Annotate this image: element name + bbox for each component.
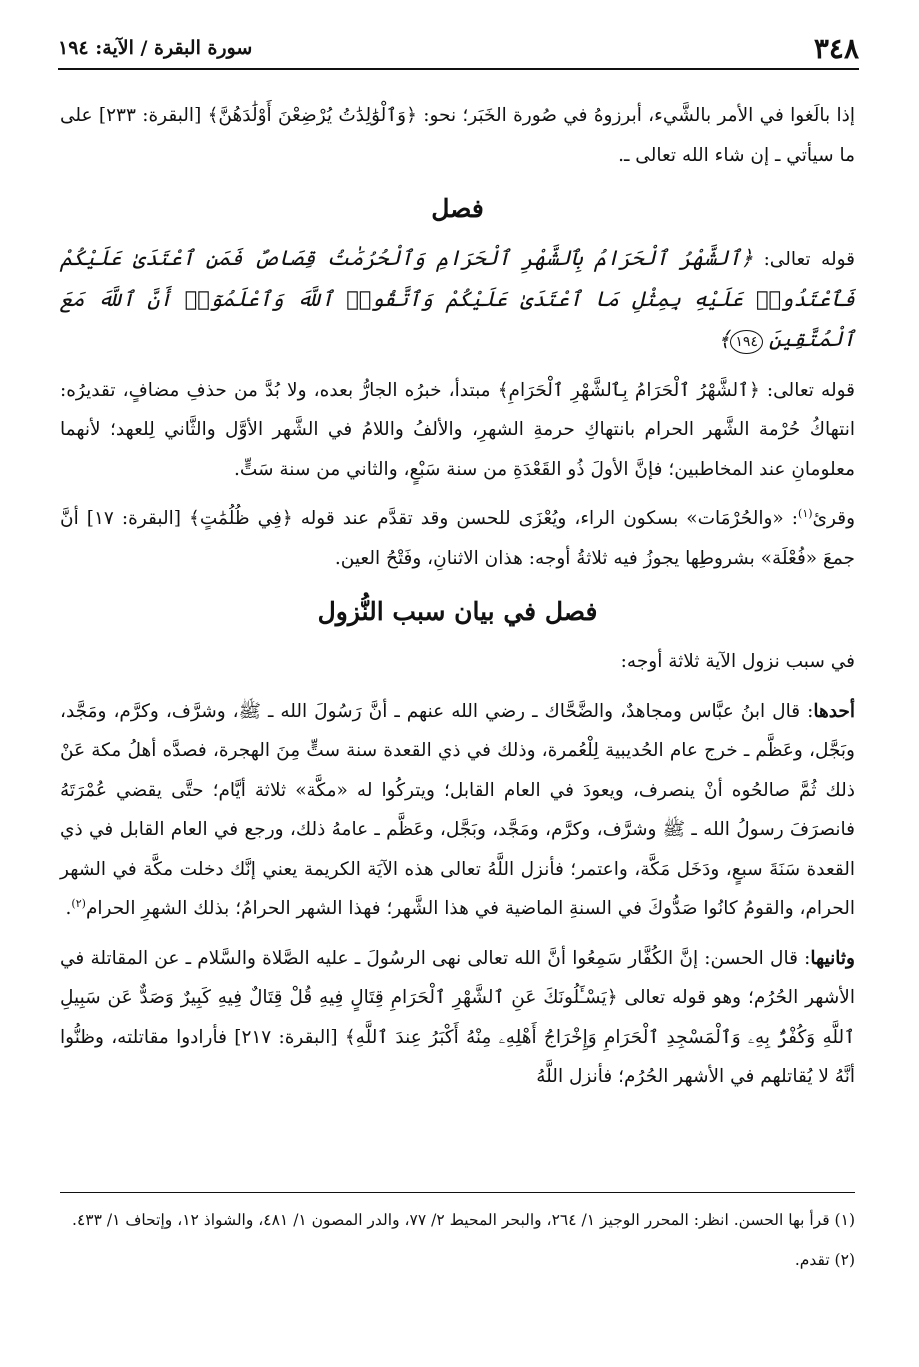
verse-text: ﴿ٱلشَّهْرُ ٱلْحَرَامُ بِٱلشَّهْرِ ٱلْحَرَامِ وَٱلْحُرُمَٰتُ قِصَاصٌ فَمَنِ ٱعْتَدَىٰ عَلَيْكُمْ فَٱعْتَدُوا۟ عَلَيْهِ بِمِثْلِ مَا ٱعْتَدَىٰ عَلَيْكُمْ وَٱتَّقُوا۟ ٱللَّهَ وَٱعْلَمُوٓا۟ أَنَّ ٱللَّهَ مَعَ ٱلْمُتَّقِينَ (60, 246, 855, 351)
second-reason-label: وثانيها (810, 947, 855, 969)
paragraph-first-reason (60, 692, 855, 929)
header-title: سورة البقرة / الآية: ١٩٤ (58, 37, 253, 59)
qiraa-text: : «والحُرْمَات» بسكون الراء، ويُعْزَى للحسن وقد تقدَّم عند قوله ﴿فِي ظُلُمَٰتٍ﴾ [البقرة: ١٧] أنَّ جمعَ «فُعْلَة» بشروطِها يجوزُ فيه ثلاثةُ أوجه: هذان الاثنانِ، وفَتْحُ العين. (60, 508, 855, 569)
paragraph-mubtada: قوله تعالى: ﴿ٱلشَّهْرُ ٱلْحَرَامُ بِٱلشَّهْرِ ٱلْحَرَامِ﴾ مبتدأ، خبرُه الجارُّ بعده، ولا بُدَّ من حذفِ مضافٍ، تقديرُه: انتهاكُ حُرْمة الشَّهر الحرام بانتهاكِ حرمةِ الشهرِ، والألفُ واللامُ في الشَّهر الأوَّل والثَّاني لِلعهد؛ لأنهما معلومانِ عند المخاطبين؛ فإنَّ الأولَ ذُو القَعْدَةِ من سنة سَبْعٍ، والثاني من سنة سَتٍّ. (60, 379, 855, 480)
second-reason-text: : قال الحسن: إنَّ الكُفَّار سَمِعُوا أنَّ الله تعالى نهى الرسُولَ ـ عليه الصَّلاة والسَّلام ـ عن المقاتلة في الأشهر الحُرُم؛ وهو قوله تعالى ﴿يَسْـَٔلُونَكَ عَنِ ٱلشَّهْرِ ٱلْحَرَامِ قِتَالٍ فِيهِ قُلْ قِتَالٌ فِيهِ كَبِيرٌ وَصَدٌّ عَن سَبِيلِ ٱللَّهِ وَكُفْرٌۢ بِهِۦ وَٱلْمَسْجِدِ ٱلْحَرَامِ وَإِخْرَاجُ أَهْلِهِۦ مِنْهُ أَكْبَرُ عِندَ ٱللَّهِ﴾ [البقرة: ٢١٧] فأرادوا مقاتلته، وظنُّوا أنَّهُ لا يُقاتلهم في الأشهر الحُرُم؛ فأنزل اللَّهُ (60, 947, 855, 1087)
footnote-ref-1[interactable]: (١) (798, 506, 813, 520)
first-reason-end: . (65, 898, 72, 919)
first-reason-label: أحدها (813, 700, 855, 722)
paragraph-intro: إذا بالَغوا في الأمر بالشَّيء، أبرزوهُ في صُورة الخَبَر؛ نحو: ﴿وَٱلْوَٰلِدَٰتُ يُرْضِعْنَ أَوْلَٰدَهُنَّ﴾ [البقرة: ٢٣٣] على ما سيأتي ـ إن شاء الله تعالى ـ. (60, 105, 855, 166)
footnote-2: (٢) تقدم. (794, 1251, 855, 1269)
footnote-1: (١) قرأ بها الحسن. انظر: المحرر الوجيز ١/ ٢٦٤، والبحر المحيط ٢/ ٧٧، والدر المصون ١/ ٤٨١، والشواذ ١٢، وإتحاف ١/ ٤٣٣. (72, 1211, 855, 1229)
verse-number-marker: ١٩٤ (730, 330, 763, 354)
first-reason-text: : قال ابنُ عبَّاس ومجاهدٌ، والضَّحَّاك ـ رضي الله عنهم ـ أنَّ رَسُولَ الله ـ ﷺ، وشرَّف، وكرَّم، ومَجَّد، وبَجَّل، وعَظَّم ـ خرج عام الحُديبية لِلْعُمرة، وذلك في ذي القعدة سنة ستٍّ مِنَ الهجرة، فصدَّه أهلُ مكة عَنْ ذلك ثُمَّ صالحُوه أنْ ينصرف، ويعودَ في العام القابل؛ ويتركُوا له «مكَّة» ثلاثة أيَّام؛ حتَّى يقضي عُمْرَتَهُ فانصرَفَ رسولُ الله ـ ﷺ وشرَّف، وكرَّم، ومَجَّد، وبَجَّل، وعَظَّم ـ عامهُ ذلك، ورجع في العام القابل في ذي القعدة سَنَةَ سبعٍ، ودَخَل مَكَّة، واعتمر؛ فأنزل اللَّهُ تعالى هذه الآيَة الكريمة يعني إنَّك دخلت مكَّة في الشهر الحرام، والقومُ كانُوا صَدُّوكَ في السنةِ الماضية في هذا الشَّهر؛ فهذا الشهر الحرامُ؛ بذلك الشهرِ الحرام (60, 700, 855, 919)
running-header (58, 28, 859, 70)
heading-sabab-nuzul: فصل في بيان سبب النُّزول (317, 597, 598, 626)
footnotes (60, 1192, 855, 1285)
heading-fasl: فصل (431, 194, 484, 223)
qiraa-lead: وقرئ (812, 508, 855, 529)
verse-close: ﴾ (718, 327, 731, 351)
paragraph-verse (60, 239, 855, 361)
paragraph-second-reason (60, 939, 855, 1097)
main-text (60, 96, 855, 1107)
verse-lead: قوله تعالى: (753, 249, 855, 270)
paragraph-awjuh: في سبب نزول الآية ثلاثة أوجه: (620, 651, 855, 672)
page-number: ٣٤٨ (813, 31, 859, 65)
footnote-ref-2[interactable]: (٢) (71, 896, 86, 910)
paragraph-qiraa (60, 499, 855, 578)
